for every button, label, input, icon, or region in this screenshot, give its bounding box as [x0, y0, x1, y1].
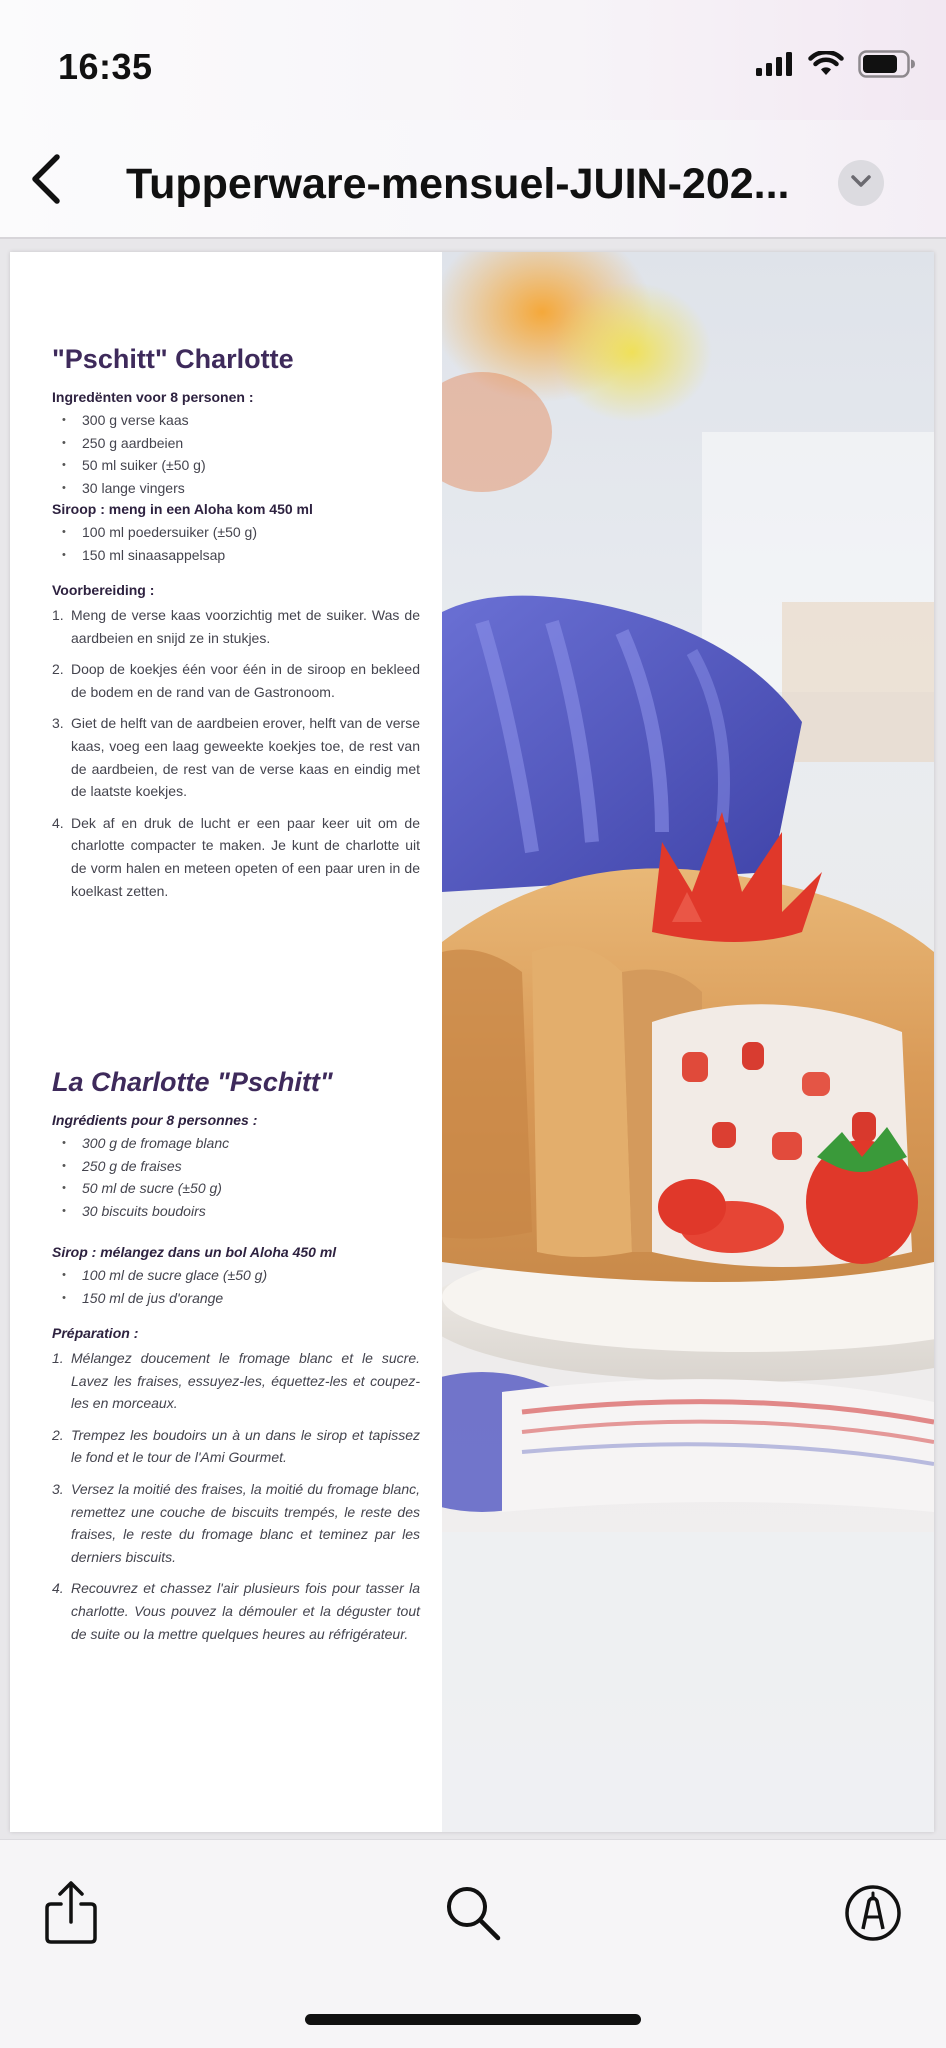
recipe-text-column [10, 252, 442, 1832]
list-item: • 100 ml poedersuiker (±50 g) [62, 521, 420, 544]
step-text: Dek af en druk de lucht er een paar keer uit om de charlotte compacter te maken. Je kunt de charlotte uit de vorm halen en meteen opeten of een paar uren in de koelkast zetten. [71, 814, 420, 899]
list-item: • 30 lange vingers [62, 477, 420, 500]
step-text: Mélangez doucement le fromage blanc et le sucre. Lavez les fraises, essuyez-les, équettez-les et coupez-les en morceaux. [71, 1350, 420, 1412]
home-indicator[interactable] [305, 2014, 641, 2025]
battery-icon [858, 50, 916, 83]
list-item: • 50 ml suiker (±50 g) [62, 454, 420, 477]
share-button[interactable] [36, 1880, 106, 1950]
ingredients-list [52, 409, 420, 499]
document-scroll-area[interactable] [0, 239, 946, 1839]
list-item: • 150 ml sinaasappelsap [62, 544, 420, 567]
list-item: • 50 ml de sucre (±50 g) [62, 1177, 420, 1200]
step-item [52, 604, 420, 649]
list-item: • 250 g de fraises [62, 1155, 420, 1178]
list-item: • 300 g verse kaas [62, 409, 420, 432]
steps-list [52, 604, 420, 902]
wifi-icon [808, 51, 844, 82]
back-button[interactable] [18, 150, 74, 212]
bottom-toolbar [0, 1839, 946, 2048]
step-text: Meng de verse kaas voorzichtig met de suiker. Was de aardbeien en snijd ze in stukjes. [71, 607, 420, 646]
step-item [52, 812, 420, 902]
list-item: • 250 g aardbeien [62, 432, 420, 455]
list-item: • 300 g de fromage blanc [62, 1132, 420, 1155]
preparation-label: Voorbereiding : [52, 582, 155, 598]
search-button[interactable] [438, 1880, 508, 1950]
cellular-signal-icon [756, 52, 794, 81]
recipe-title: La Charlotte "Pschitt" [52, 1067, 333, 1097]
share-icon [43, 1880, 99, 1951]
recipe-dutch [52, 344, 420, 911]
step-item [52, 1424, 420, 1469]
step-item [52, 1478, 420, 1568]
title-dropdown-button[interactable] [838, 160, 884, 206]
sirop-label: Sirop : mélangez dans un bol Aloha 450 ml [52, 1244, 337, 1260]
step-text: Recouvrez et chassez l'air plusieurs fois pour tasser la charlotte. Vous pouvez la démouler et la déguster tout de suite ou la mettre quelques heures au réfrigérateur. [71, 1580, 420, 1642]
ingredients-label: Ingredënten voor 8 personen : [52, 389, 254, 405]
step-number: 4. [52, 1580, 64, 1597]
recipe-french [52, 1067, 420, 1654]
step-number: 1. [52, 607, 64, 623]
sirop-list [52, 1264, 420, 1309]
step-text: Doop de koekjes één voor één in de siroop en bekleed de bodem en de rand van de Gastronoom. [71, 661, 420, 700]
ingredients-label: Ingrédients pour 8 personnes : [52, 1112, 258, 1128]
charlotte-photo [442, 252, 934, 1832]
step-number: 3. [52, 715, 64, 732]
sirop-list [52, 521, 420, 566]
navigation-bar [0, 120, 946, 239]
pdf-page [10, 252, 934, 1832]
step-number: 2. [52, 661, 64, 678]
list-item: • 30 biscuits boudoirs [62, 1200, 420, 1223]
list-item: • 150 ml de jus d'orange [62, 1287, 420, 1310]
markup-pen-icon [843, 1883, 903, 1948]
step-item [52, 658, 420, 703]
search-icon [443, 1883, 503, 1948]
step-text: Versez la moitié des fraises, la moitié du fromage blanc, remettez une couche de biscuits trempés, le reste des fraises, le reste du fromage blanc et teminez par les derniers biscuits. [71, 1480, 420, 1565]
steps-list [52, 1347, 420, 1645]
markup-button[interactable] [838, 1880, 908, 1950]
step-text: Trempez les boudoirs un à un dans le sirop et tapissez le fond et le tour de l'Ami Gourmet. [71, 1426, 420, 1466]
sirop-label: Siroop : meng in een Aloha kom 450 ml [52, 501, 313, 517]
step-item [52, 1347, 420, 1415]
preparation-label: Préparation : [52, 1325, 139, 1341]
step-number: 3. [52, 1480, 64, 1497]
step-number: 4. [52, 814, 64, 831]
chevron-left-icon [29, 153, 63, 210]
step-item [52, 712, 420, 802]
chevron-down-icon [850, 174, 872, 193]
step-text: Giet de helft van de aardbeien erover, helft van de verse kaas, voeg een laag geweekte koekjes toe, de rest van de aardbeien, de rest van de verse kaas en eindig met de laatste koekjes. [71, 715, 420, 800]
status-time: 16:35 [58, 46, 153, 87]
list-item: • 100 ml de sucre glace (±50 g) [62, 1264, 420, 1287]
recipe-title: "Pschitt" Charlotte [52, 344, 294, 374]
step-number: 1. [52, 1350, 64, 1366]
step-number: 2. [52, 1426, 64, 1443]
status-icons [756, 50, 916, 83]
step-item [52, 1577, 420, 1645]
document-title: Tupperware-mensuel-JUIN-202... [126, 160, 790, 208]
ingredients-list [52, 1132, 420, 1222]
status-bar [0, 0, 946, 120]
